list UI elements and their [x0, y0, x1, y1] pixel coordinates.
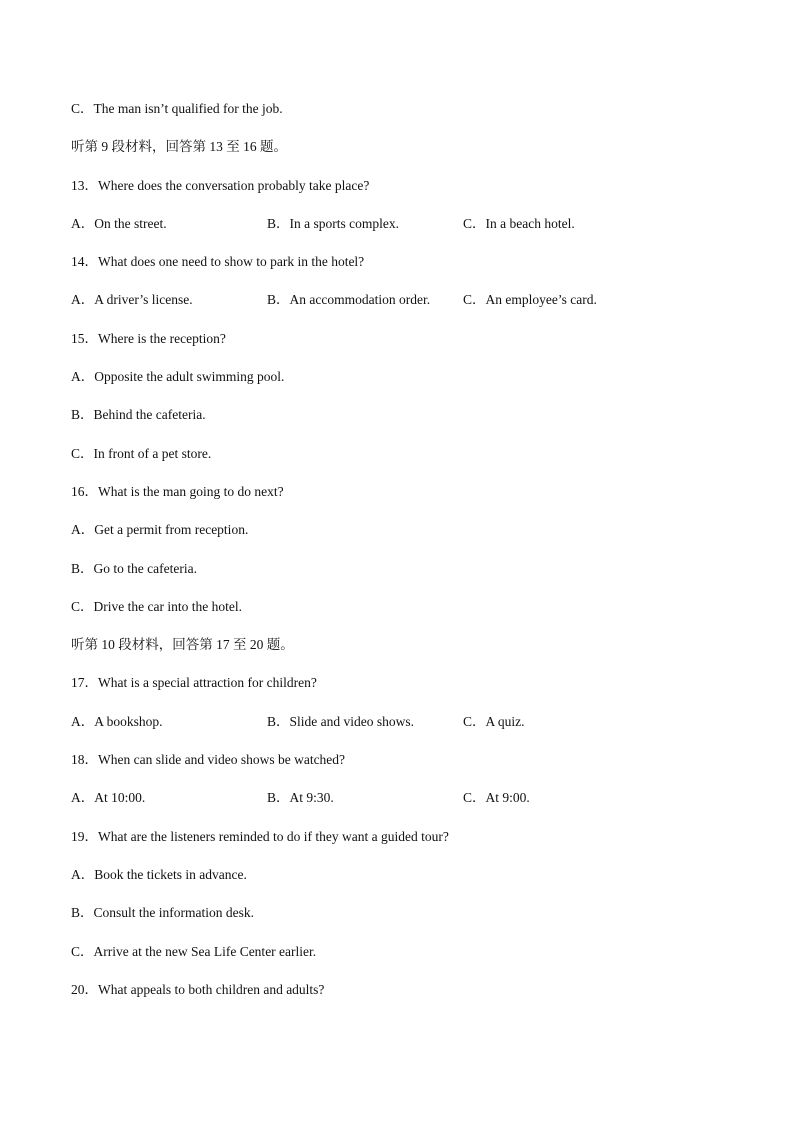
answer-option: C．The man isn’t qualified for the job. — [71, 101, 283, 116]
answer-option-a: A．At 10:00. — [71, 790, 146, 806]
question-text: 15．Where is the reception? — [71, 330, 226, 346]
question-text: 16．What is the man going to do next? — [71, 483, 284, 499]
answer-option-b: B．In a sports complex. — [267, 215, 399, 231]
question-text: 20．What appeals to both children and adults? — [71, 981, 325, 997]
answer-option-a: A．A bookshop. — [71, 713, 163, 729]
answer-option: C．Drive the car into the hotel. — [71, 598, 242, 614]
answer-option-c: C．At 9:00. — [463, 790, 530, 806]
question-text: 19．What are the listeners reminded to do if they want a guided tour? — [71, 828, 449, 844]
answer-option: B．Behind the cafeteria. — [71, 407, 206, 423]
answer-options-row — [71, 711, 751, 749]
answer-option: A．Opposite the adult swimming pool. — [71, 369, 285, 385]
answer-option: B．Go to the cafeteria. — [71, 560, 197, 576]
question-text: 14．What does one need to show to park in the hotel? — [71, 254, 365, 270]
question-text: 17．What is a special attraction for children? — [71, 675, 317, 691]
section-instruction: 听第 10 段材料，回答第 17 至 20 题。 — [71, 637, 294, 653]
answer-option-c: C．An employee’s card. — [463, 292, 597, 308]
answer-option: A．Get a permit from reception. — [71, 522, 249, 538]
answer-option: C．In front of a pet store. — [71, 445, 212, 461]
answer-option: B．Consult the information desk. — [71, 905, 254, 921]
document-page — [71, 98, 751, 1017]
question-text: 13．Where does the conversation probably take place? — [71, 177, 370, 193]
answer-option-b: B．At 9:30. — [267, 790, 334, 806]
answer-options-row — [71, 289, 751, 327]
answer-option-c: C．In a beach hotel. — [463, 215, 575, 231]
answer-options-row — [71, 213, 751, 251]
answer-option: C．Arrive at the new Sea Life Center earlier. — [71, 943, 317, 959]
section-instruction: 听第 9 段材料，回答第 13 至 16 题。 — [71, 139, 287, 155]
answer-option: A．Book the tickets in advance. — [71, 866, 247, 882]
answer-option-b: B．Slide and video shows. — [267, 713, 414, 729]
answer-option-a: A．On the street. — [71, 215, 167, 231]
answer-options-row — [71, 787, 751, 825]
question-text: 18．When can slide and video shows be watched? — [71, 752, 346, 768]
answer-option-a: A．A driver’s license. — [71, 292, 193, 308]
answer-option-b: B．An accommodation order. — [267, 292, 431, 308]
answer-option-c: C．A quiz. — [463, 713, 525, 729]
